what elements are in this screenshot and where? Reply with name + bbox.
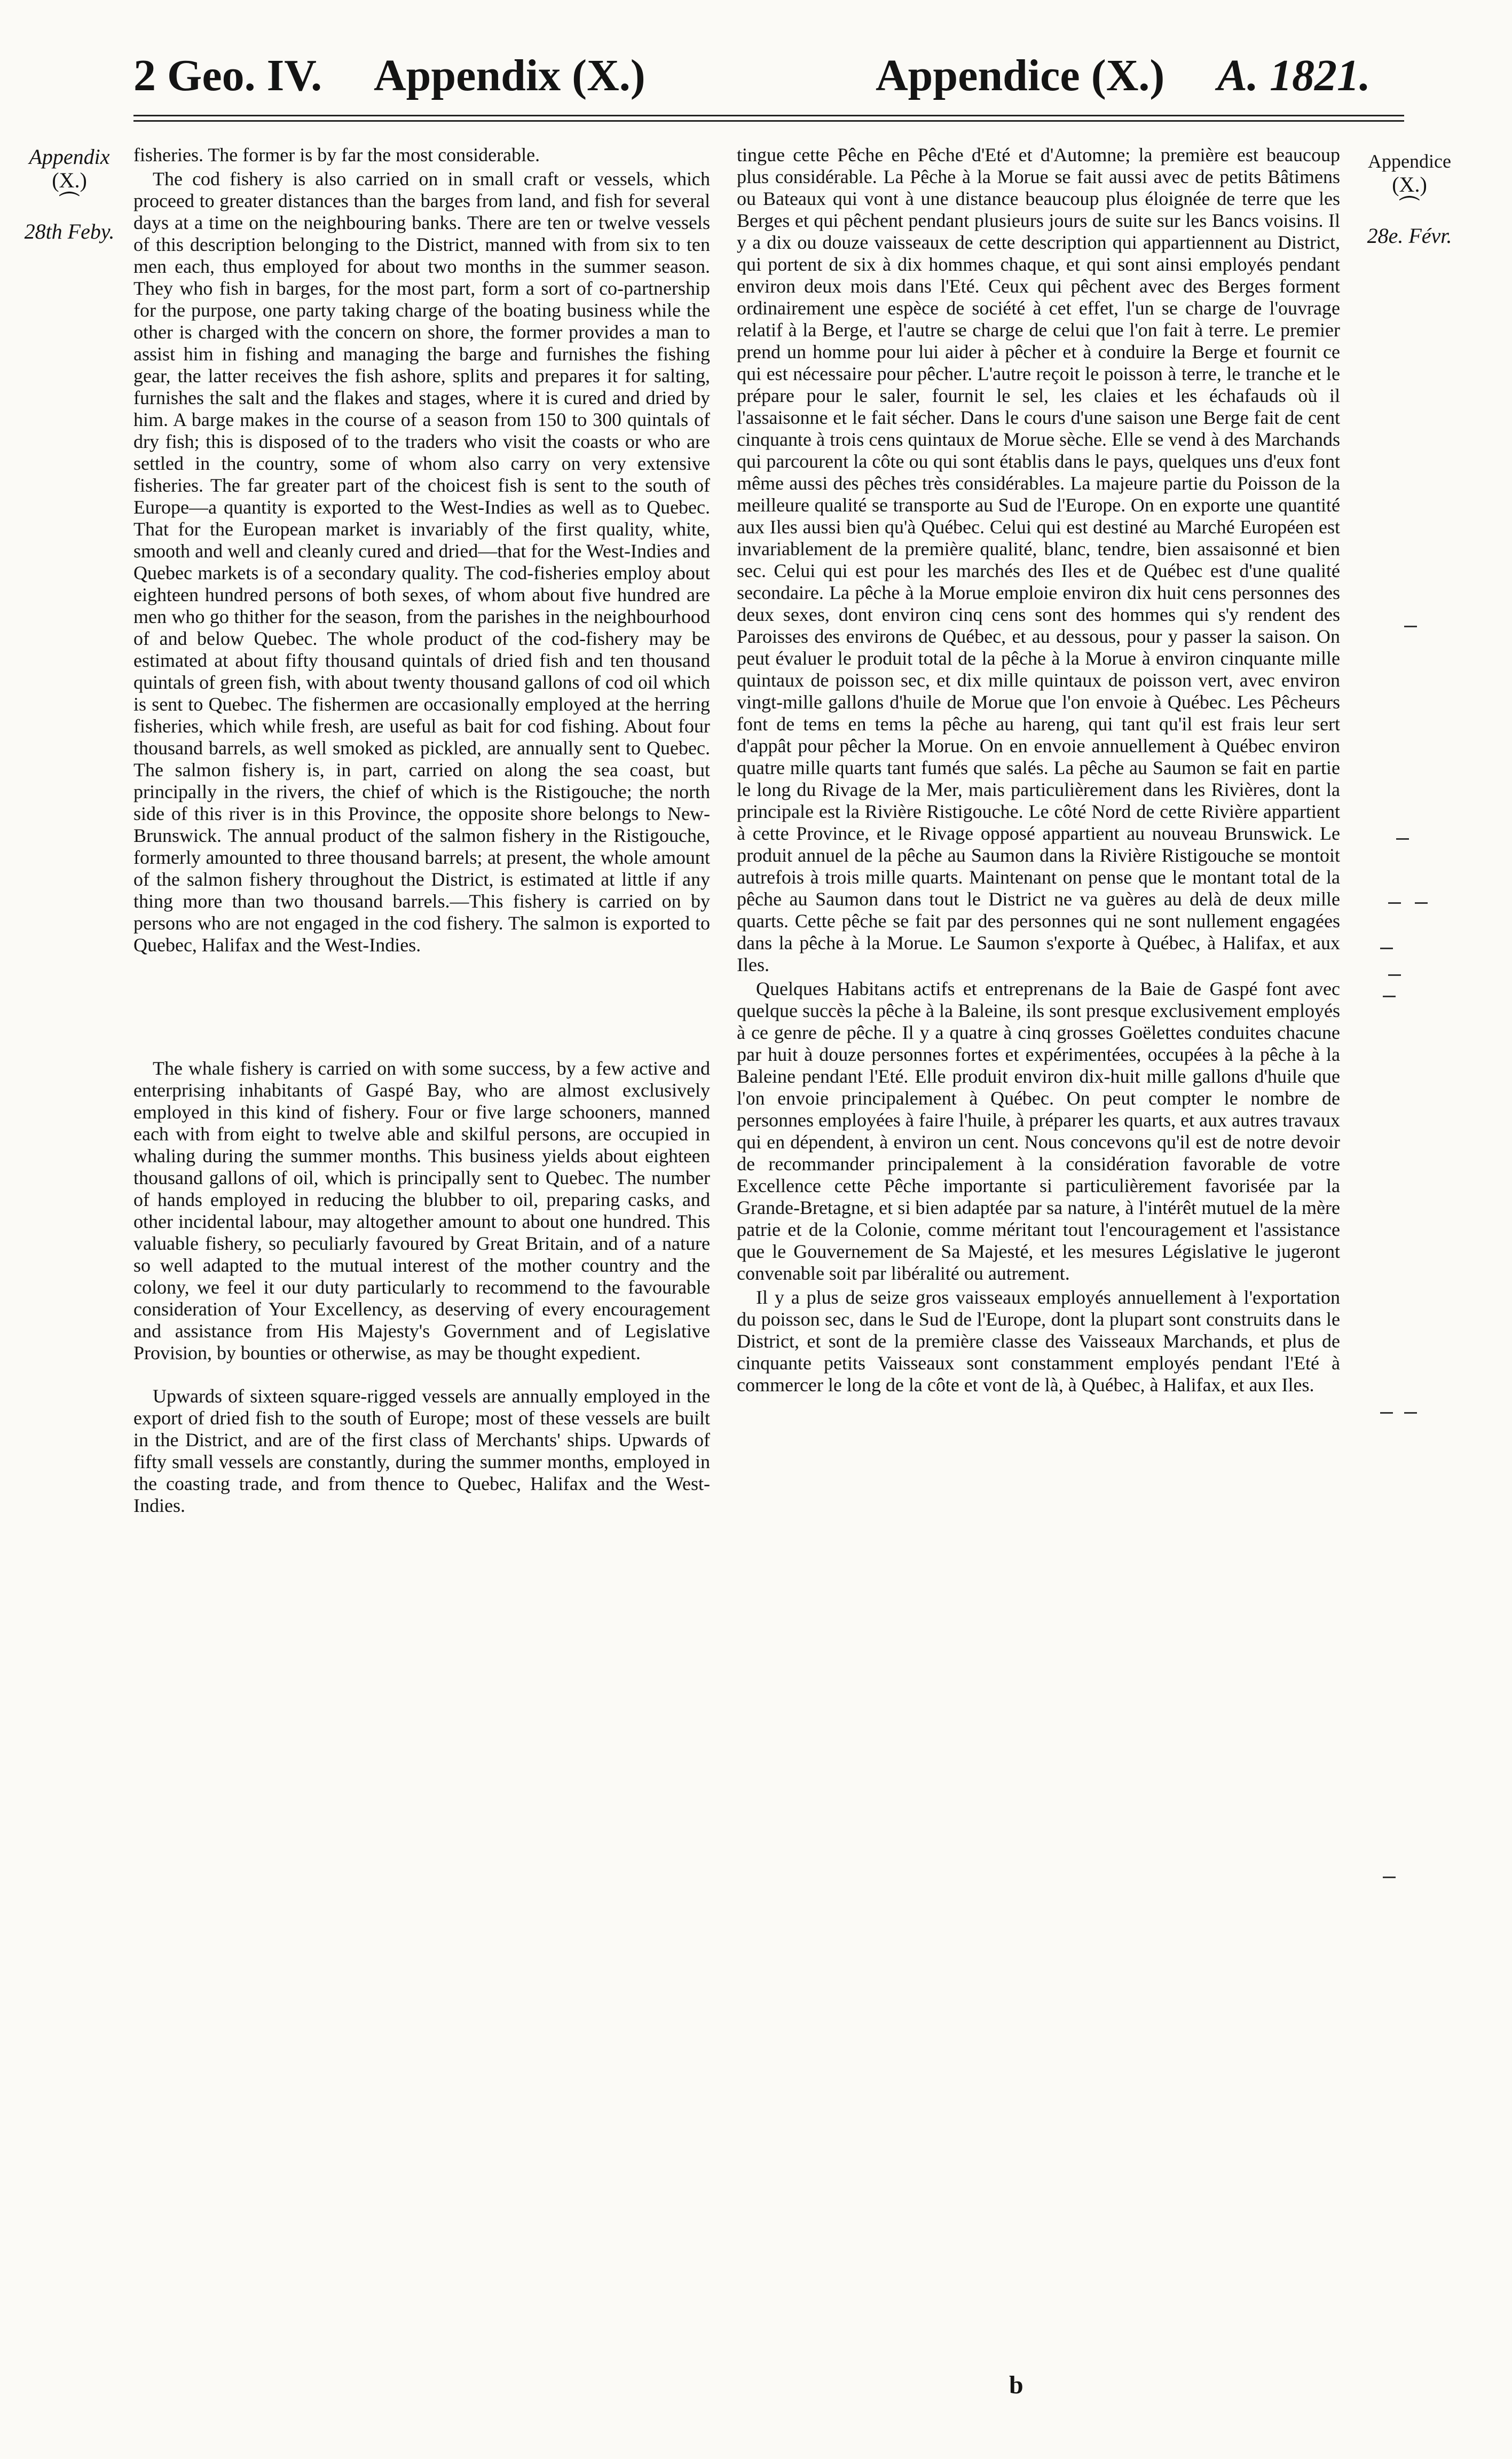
right-margin-label: Appendice xyxy=(1368,151,1451,172)
margin-dash xyxy=(1388,902,1401,904)
left-margin-code: (X.) xyxy=(52,168,87,192)
margin-dash xyxy=(1380,948,1393,949)
margin-dash xyxy=(1383,1877,1396,1878)
margin-dash xyxy=(1396,838,1409,840)
english-paragraph-2: The cod fishery is also carried on in small craft or vessels, which proceed to greater distances than the barges from land, and fish for several days at a time on the neighbouring banks. There are ten or twelve vessels of this description belonging to the District, manned with from six to ten men each, thus employed for about two months in the summer season. They who fish in barges, for the most part, form a sort of co-partnership for the purpose, one party taking charge of the boating business while the other is charged with the concern on shore, the former provides a man to assist him in fishing and managing the barge and furnishes the fishing gear, the latter receives the fish ashore, splits and prepares it for salting, furnishes the salt and the flakes and stages, where it is cured and dried by him. A barge makes in the course of a season from 150 to 300 quintals of dry fish; this is disposed of to the traders who visit the coasts or who are settled in the country, some of whom also carry on very extensive fisheries. The far greater part of the choicest fish is sent to the south of Europe—a quantity is exported to the West-Indies as well as to Quebec. That for the European market is invariably of the first quality, white, smooth and well and cleanly cured and dried—that for the West-Indies and Quebec markets is of a secondary quality. The cod-fisheries employ about eighteen hundred persons of both sexes, of whom about five hundred are men who go thither for the season, from the parishes in the neighbourhood of and below Quebec. The whole product of the cod-fishery may be estimated at about fifty thousand quintals of dried fish and ten thousand quintals of green fish, with about twenty thousand gallons of cod oil which is sent to Quebec. The fishermen are occasionally employed at the herring fisheries, which while fresh, are useful as bait for cod fishing. About four thousand barrels, as well smoked as pickled, are annually sent to Quebec. The salmon fishery is, in part, carried on along the sea coast, but principally in the rivers, the chief of which is the Ristigouche; the north side of this river is in this Province, the opposite shore belongs to New-Brunswick. The annual product of the salmon fishery in the Ristigouche, formerly amounted to three thousand barrels; at present, the whole amount of the salmon fishery throughout the District, is estimated at little if any thing more than two thousand barrels.—This fishery is carried on by persons who are not engaged in the cod fishery. The salmon is exported to Quebec, Halifax and the West-Indies. xyxy=(133,168,710,956)
left-margin-note xyxy=(16,145,123,243)
right-margin-dashes xyxy=(1351,534,1468,2029)
regnal-year: 2 Geo. IV. xyxy=(133,51,322,100)
left-margin-date: 28th Feby. xyxy=(24,219,115,243)
english-column xyxy=(133,144,710,2376)
french-paragraph-3: Il y a plus de seize gros vaisseaux employés annuellement à l'exportation du poisson sec, dans le Sud de l'Europe, dont la plupart sont construits dans le District, et sont de la première classe des Vaisseaux Marchands, et plus de cinquante petits Vaisseaux sont constamment employés pendant l'Eté à commercer le long de la côte et vont de là, à Québec, à Halifax, et aux Iles. xyxy=(737,1287,1340,1396)
english-paragraph-1: fisheries. The former is by far the most considerable. xyxy=(133,144,540,165)
left-margin-brace: ⏜ xyxy=(59,192,80,216)
signature-mark: b xyxy=(1009,2371,1023,2399)
margin-dash xyxy=(1380,1412,1393,1414)
appendix-title-fr: Appendice (X.) xyxy=(876,51,1165,100)
english-paragraph-4: Upwards of sixteen square-rigged vessels are annually employed in the export of dried fish to the south of Europe; most of these vessels are built in the District, and are of the first class of Merchants' ships. Upwards of fifty small vessels are constantly, during the summer months, employed in the coasting trade, and from thence to Quebec, Halifax and the West-Indies. xyxy=(133,1385,710,1516)
margin-dash xyxy=(1388,974,1401,976)
appendix-title-en: Appendix (X.) xyxy=(374,51,645,100)
english-paragraph-3: The whale fishery is carried on with some success, by a few active and enterprising inhabitants of Gaspé Bay, who are almost exclusively employed in this kind of fishery. Four or five large schooners, manned each with from eight to twelve able and skilful persons, are occupied in whaling during the summer months. This business yields about eighteen thousand gallons of oil, which is principally sent to Quebec. The number of hands employed in reducing the blubber to oil, preparing casks, and other incidental labour, may altogether amount to about one hundred. This valuable fishery, so peculiarly favoured by Great Britain, and of a nature so well adapted to the mutual interest of the mother country and the colony, we feel it our duty particularly to recommend to the favourable consideration of Your Excellency, as deserving of every encouragement and assistance from His Majesty's Government and of Legislative Provision, by bounties or otherwise, as may be thought expedient. xyxy=(133,1058,710,1364)
right-margin-brace: ⏜ xyxy=(1399,196,1420,220)
right-margin-note xyxy=(1356,149,1463,248)
margin-dash xyxy=(1383,996,1396,997)
header-rule-bottom xyxy=(133,120,1404,122)
french-column xyxy=(737,144,1340,2376)
page-year: A. 1821. xyxy=(1217,51,1371,100)
french-paragraph-1: tingue cette Pêche en Pêche d'Eté et d'Automne; la première est beaucoup plus considérable. La Pêche à la Morue se fait aussi avec de petits Bâtimens ou Bateaux qui vont à une distance beaucoup plus éloignée de terre que les Berges et qui pêchent pendant plusieurs jours de suite sur les Bancs voisins. Il y a dix ou douze vaisseaux de cette description qui appartiennent au District, qui portent de six à dix hommes chaque, et qui sont ainsi employés pendant environ deux mois dans l'Eté. Ceux qui pêchent avec des Berges forment ordinairement une espèce de société à cet effet, l'un se charge de l'ouvrage relatif à la Berge, et l'autre se charge de celui que l'on fait à terre. Le premier prend un homme pour lui aider à pêcher et à conduire la Berge et fournit ce qui est nécessaire pour pêcher. L'autre reçoit le poisson à terre, le tranche et le prépare pour le saler, fournit le sel, les claies et les échafauds où il l'assaisonne et le fait sécher. Dans le cours d'une saison une Berge fait de cent cinquante à trois cens quintaux de Morue sèche. Elle se vend à des Marchands qui parcourent la côte ou qui sont établis dans le pays, quelques uns d'eux font même aussi des pêches très considérables. La majeure partie du Poisson de la meilleure qualité se transporte au Sud de l'Europe. On en exporte une quantité aux Iles aussi bien qu'à Québec. Celui qui est destiné au Marché Européen est invariablement de la première qualité, blanc, tendre, bien assaisonné et bien sec. Celui qui est pour les marchés des Iles et de Québec est d'une qualité secondaire. La pêche à la Morue emploie environ dix huit cens personnes des deux sexes, dont environ cinq cens sont des hommes qui s'y rendent des Paroisses des environs de Québec, et au dessous, pour y passer la saison. On peut évaluer le produit total de la pêche à la Morue à environ cinquante mille quintaux de poisson sec, et dix mille quintaux de poisson vert, avec environ vingt-mille gallons d'huile de Morue que l'on envoie à Québec. Les Pêcheurs font de tems en tems la pêche au hareng, qui tant qu'il est frais leur sert d'appât pour pêcher la Morue. On en envoie annuellement à Québec environ quatre mille quarts tant fumés que salés. La pêche au Saumon se fait en partie le long du Rivage de la Mer, mais particulièrement dans les Rivières, dont la principale est la Rivière Ristigouche. Le côté Nord de cette Rivière appartient à cette Province, et le Rivage opposé appartient au nouveau Brunswick. Le produit annuel de la pêche au Saumon dans la Rivière Ristigouche se montoit autrefois à trois mille quarts. Maintenant on pense que le montant total de la pêche au Saumon dans tout le District ne va guères au delà de deux mille quarts. Cette pêche se fait par des personnes qui ne sont nullement engagées dans la pêche à la Morue. Le Saumon s'exporte à Québec, à Halifax, et aux Iles. xyxy=(737,144,1340,975)
margin-dash xyxy=(1404,1412,1417,1414)
right-margin-date: 28e. Févr. xyxy=(1367,224,1452,248)
right-margin-code: (X.) xyxy=(1392,172,1427,196)
french-paragraph-2: Quelques Habitans actifs et entreprenans de la Baie de Gaspé font avec quelque succès la pêche à la Baleine, ils sont presque exclusivement employés à ce genre de pêche. Il y a quatre à cinq grosses Goëlettes conduites chacune par huit à douze personnes fortes et expérimentées, occupées à la pêche à la Baleine pendant l'Eté. Elle produit environ dix-huit mille gallons d'huile que l'on envoie principalement à Québec. On peut compter le nombre de personnes employées à faire l'huile, à préparer les quarts, et aux autres travaux qui en dépendent, à environ un cent. Nous concevons qu'il est de notre devoir de recommander principalement à la considération favorable de votre Excellence cette Pêche importante si particulièrement favorisée par la Grande-Bretagne, et si bien adaptée par sa nature, à l'intérêt mutuel de la mère patrie et de la Colonie, comme méritant tout l'encouragement et l'assistance que le Gouvernement de Sa Majesté, et les mesures Législative le jugeront convenable soit par libéralité ou autrement. xyxy=(737,978,1340,1284)
page-header xyxy=(0,0,1512,160)
header-rule-top xyxy=(133,115,1404,116)
margin-dash xyxy=(1404,626,1417,627)
left-margin-label: Appendix xyxy=(29,145,110,169)
margin-dash xyxy=(1415,902,1428,904)
